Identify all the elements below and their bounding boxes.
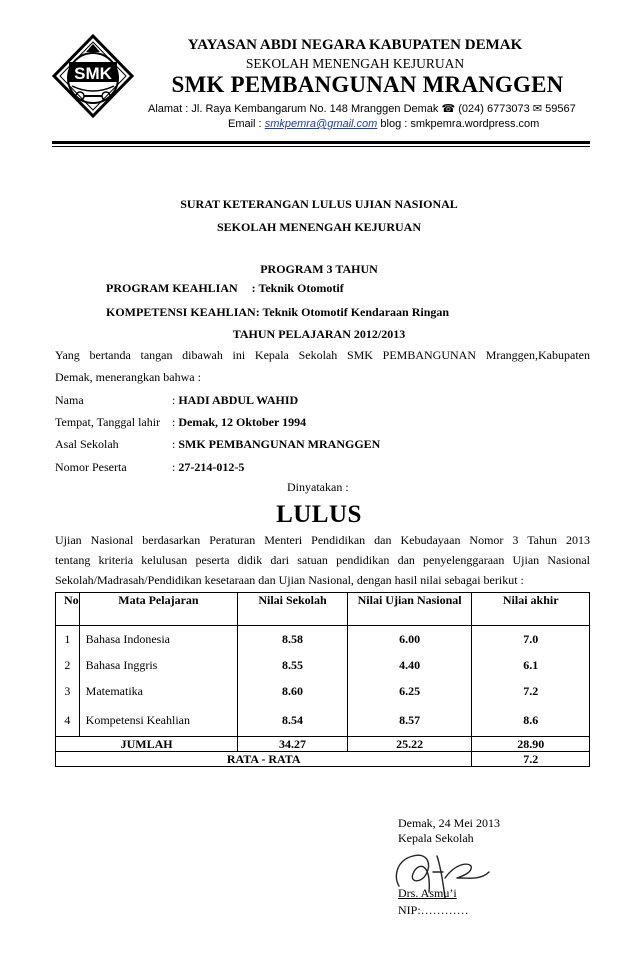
kompetensi-label: KOMPETENSI KEAHLIAN:: [106, 305, 260, 319]
col-final-score: Nilai akhir: [472, 593, 590, 626]
declared-label: Dinyatakan :: [287, 480, 349, 494]
nomor-field: : 27-214-012-5: [172, 460, 245, 474]
nama-label: Nama: [55, 393, 84, 407]
regulation-line-3: Sekolah/Madrasah/Pendidikan kesetaraan dan Ujian Nasional, dengan hasil nilai sebagai berikut :: [55, 573, 524, 587]
document-subtitle: SEKOLAH MENENGAH KEJURUAN: [216, 220, 422, 234]
student-school: SMK PEMBANGUNAN MRANGGEN: [178, 437, 381, 451]
row-exam-score: 6.25: [347, 678, 472, 704]
school-address: Alamat : Jl. Raya Kembangarum No. 148 Mranggen Demak ☎ (024) 6773073 ✉ 59567: [148, 103, 576, 115]
row-final-score: 8.6: [472, 704, 590, 737]
nama-field: : HADI ABDUL WAHID: [172, 393, 299, 407]
email-label: Email :: [228, 118, 262, 130]
program-duration: PROGRAM 3 TAHUN: [260, 262, 378, 276]
student-name: HADI ABDUL WAHID: [178, 393, 299, 407]
row-no: 2: [56, 652, 80, 678]
headmaster-name: Drs. Asmu’i: [398, 886, 457, 900]
average-final-score: 7.2: [472, 752, 590, 767]
average-row: [56, 752, 590, 767]
row-no: 3: [56, 678, 80, 704]
row-exam-score: 8.57: [347, 704, 472, 737]
total-final-score: 28.90: [472, 737, 590, 752]
row-final-score: 7.2: [472, 678, 590, 704]
row-final-score: 7.0: [472, 626, 590, 653]
row-school-score: 8.55: [238, 652, 348, 678]
header-rule-thick: [52, 141, 590, 144]
col-no: No: [56, 593, 80, 626]
row-no: 4: [56, 704, 80, 737]
blog-text: blog : smkpemra.wordpress.com: [380, 118, 540, 130]
table-row: [56, 652, 590, 678]
row-school-score: 8.60: [238, 678, 348, 704]
total-school-score: 34.27: [238, 737, 348, 752]
row-exam-score: 4.40: [347, 652, 472, 678]
result-status: LULUS: [276, 501, 362, 528]
regulation-line-1: Ujian Nasional berdasarkan Peraturan Menteri Pendidikan dan Kebudayaan Nomor 3 Tahun 2013: [55, 533, 590, 547]
ttl-label: Tempat, Tanggal lahir: [55, 415, 161, 429]
table-row: [56, 678, 590, 704]
grades-table: [55, 592, 590, 767]
program-label: PROGRAM KEAHLIAN: [106, 281, 238, 295]
row-final-score: 6.1: [472, 652, 590, 678]
average-label: RATA - RATA: [56, 752, 472, 767]
headmaster-nip: NIP:…………: [398, 903, 469, 917]
row-school-score: 8.54: [238, 704, 348, 737]
school-name: SMK PEMBANGUNAN MRANGGEN: [171, 72, 564, 97]
school-logo: [52, 34, 134, 118]
total-exam-score: 25.22: [347, 737, 472, 752]
asal-label: Asal Sekolah: [55, 437, 119, 451]
row-subject: Bahasa Indonesia: [79, 626, 238, 653]
total-label: JUMLAH: [56, 737, 238, 752]
total-row: [56, 737, 590, 752]
row-exam-score: 6.00: [347, 626, 472, 653]
row-no: 1: [56, 626, 80, 653]
program-value: : Teknik Otomotif: [251, 281, 344, 295]
row-subject: Kompetensi Keahlian: [79, 704, 238, 737]
ttl-field: : Demak, 12 Oktober 1994: [172, 415, 307, 429]
student-number: 27-214-012-5: [178, 460, 245, 474]
intro-line-2: Demak, menerangkan bahwa :: [55, 370, 201, 384]
asal-field: : SMK PEMBANGUNAN MRANGGEN: [172, 437, 381, 451]
header-rule-thin: [52, 146, 590, 147]
program-keahlian: [106, 281, 344, 296]
sign-position: Kepala Sekolah: [398, 831, 474, 845]
row-subject: Matematika: [79, 678, 238, 704]
col-exam-score: Nilai Ujian Nasional: [347, 593, 472, 626]
row-school-score: 8.58: [238, 626, 348, 653]
document-title: SURAT KETERANGAN LULUS UJIAN NASIONAL: [180, 197, 458, 211]
table-row: [56, 704, 590, 737]
svg-text:SMK: SMK: [74, 64, 112, 83]
col-subject: Mata Pelajaran: [79, 593, 238, 626]
regulation-line-2: tentang kriteria kelulusan peserta didik dari satuan pendidikan dan penyelenggaraan Ujian Nasional: [55, 553, 590, 567]
nomor-label: Nomor Peserta: [55, 460, 127, 474]
intro-line-1: Yang bertanda tangan dibawah ini Kepala Sekolah SMK PEMBANGUNAN Mranggen,Kabupaten: [55, 348, 590, 362]
school-type: SEKOLAH MENENGAH KEJURUAN: [245, 56, 465, 71]
contact-line: [228, 118, 539, 130]
col-school-score: Nilai Sekolah: [238, 593, 348, 626]
sign-place-date: Demak, 24 Mei 2013: [398, 816, 500, 830]
table-row: [56, 626, 590, 653]
student-birth: Demak, 12 Oktober 1994: [178, 415, 307, 429]
foundation-name: YAYASAN ABDI NEGARA KABUPATEN DEMAK: [187, 37, 523, 53]
email-link[interactable]: smkpemra@gmail.com: [264, 118, 378, 130]
row-subject: Bahasa Inggris: [79, 652, 238, 678]
kompetensi-value: Teknik Otomotif Kendaraan Ringan: [262, 305, 450, 319]
academic-year: TAHUN PELAJARAN 2012/2013: [232, 327, 406, 341]
table-header: [56, 593, 590, 626]
kompetensi-keahlian: [106, 305, 449, 320]
